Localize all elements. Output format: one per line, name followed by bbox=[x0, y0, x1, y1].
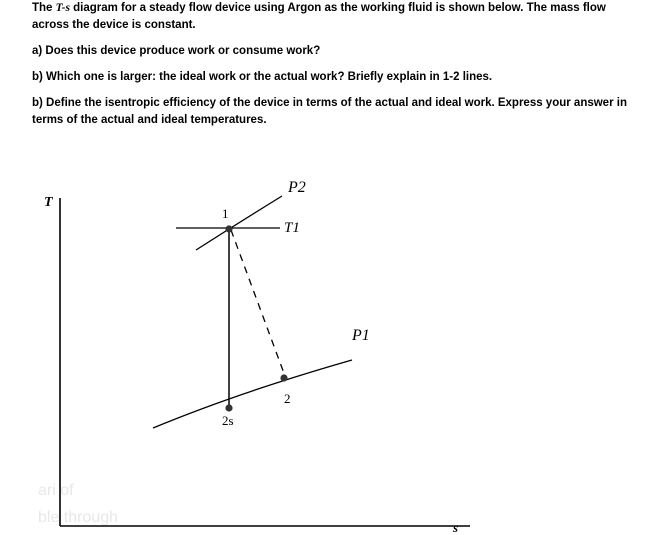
problem-intro: The T-s diagram for a steady flow device using Argon as the working fluid is shown below. The mass flow across the device is constant. bbox=[32, 2, 606, 31]
watermark-2: ble through bbox=[38, 509, 119, 526]
isobar-p1-label: P1 bbox=[352, 327, 370, 344]
isobar-p1 bbox=[153, 360, 352, 428]
question-b2: b) Define the isentropic efficiency of the device in terms of the actual and ideal work. Express your answer in terms of the actual and ideal temperatures. bbox=[32, 97, 627, 126]
state-2-point bbox=[280, 374, 287, 381]
isobar-p2-label: P2 bbox=[288, 179, 306, 196]
y-axis-label: T bbox=[44, 195, 53, 210]
actual-process-line bbox=[231, 230, 285, 376]
isotherm-t1-label: T1 bbox=[284, 220, 300, 236]
state-1-point bbox=[225, 225, 232, 232]
state-2-label: 2 bbox=[284, 391, 291, 406]
state-2s-label: 2s bbox=[222, 413, 234, 428]
x-axis-label: s bbox=[453, 520, 459, 535]
isobar-p2 bbox=[196, 196, 282, 250]
question-a: a) Does this device produce work or consume work? bbox=[32, 45, 321, 57]
state-2s-point bbox=[225, 404, 232, 411]
ts-term: T-s bbox=[55, 2, 70, 14]
state-1-label: 1 bbox=[222, 206, 229, 221]
watermark-1: ari of bbox=[38, 482, 74, 499]
question-b1: b) Which one is larger: the ideal work or the actual work? Briefly explain in 1-2 lines. bbox=[32, 71, 493, 83]
